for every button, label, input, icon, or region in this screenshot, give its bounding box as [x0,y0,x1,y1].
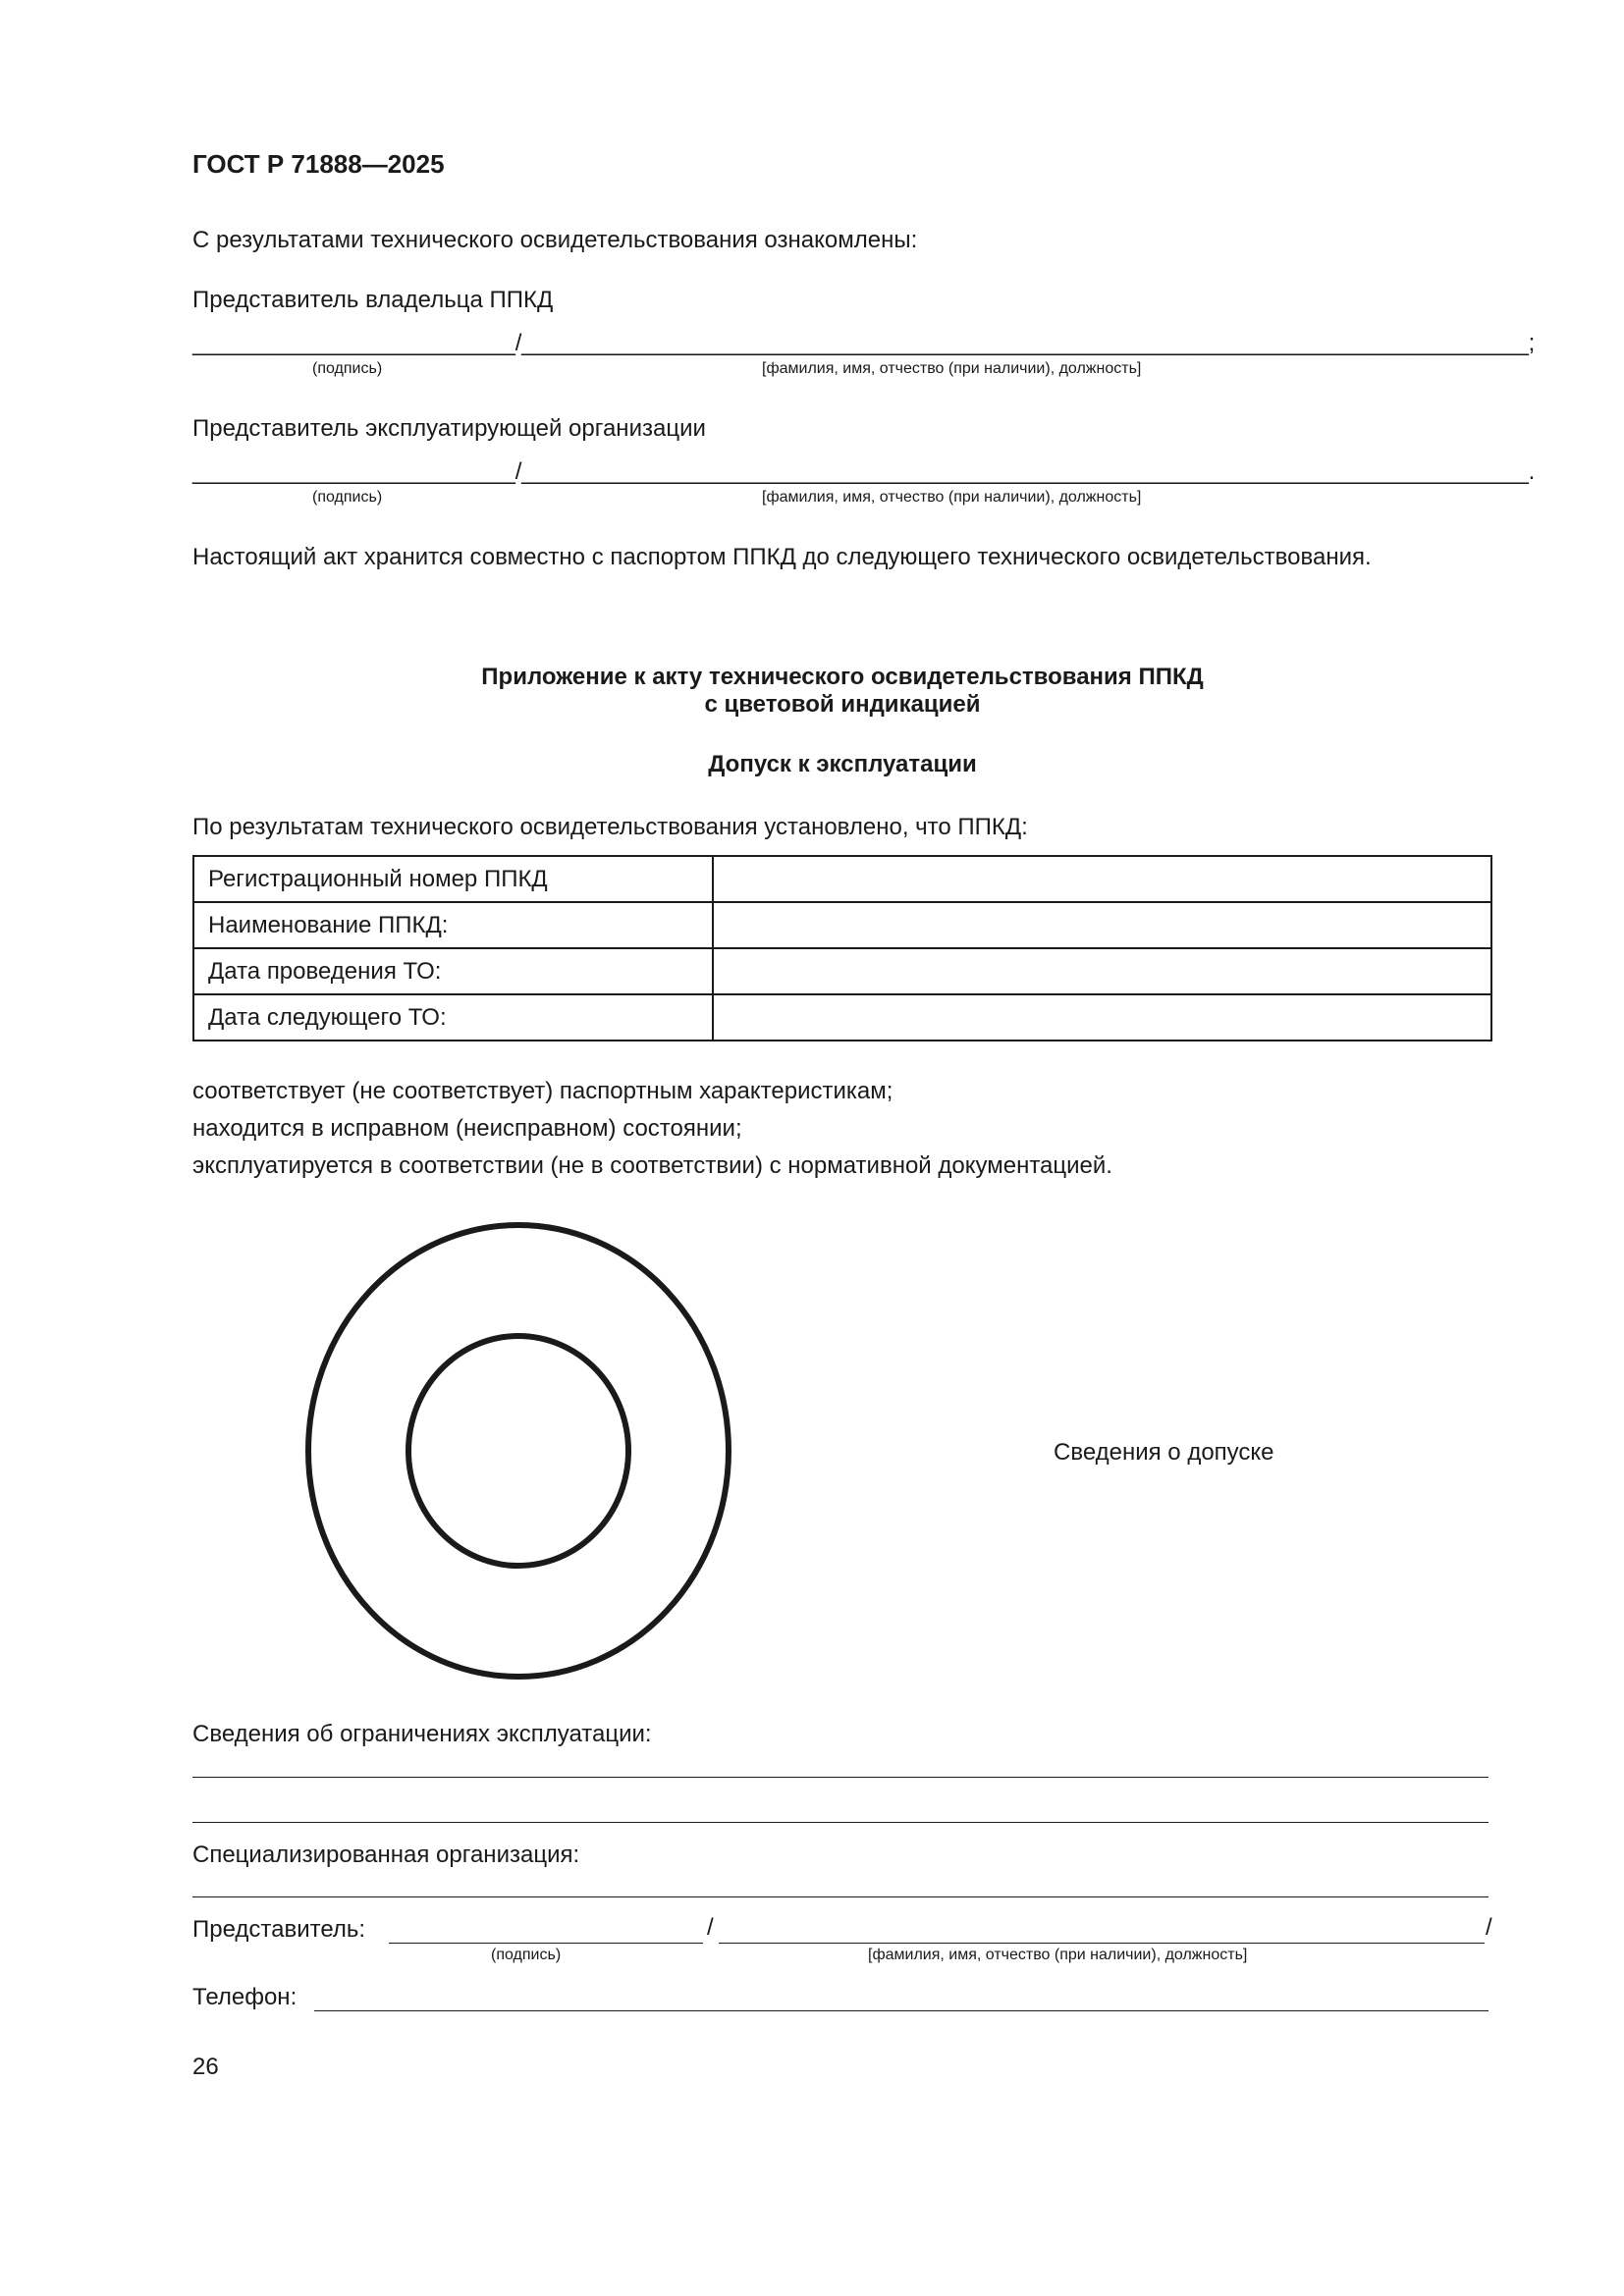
table-row-label: Дата следующего ТО: [193,994,713,1041]
admission-info-label: Сведения о допуске [1054,1439,1274,1466]
appendix-title-line2: с цветовой индикацией [704,691,981,718]
table-row-value[interactable] [713,948,1491,994]
table-row-value[interactable] [713,902,1491,948]
intro-text: С результатами технического освидетельствования ознакомлены: [192,227,918,253]
document-code: ГОСТ Р 71888—2025 [192,149,445,179]
table-row [193,856,1491,902]
table-row-label: Наименование ППКД: [193,902,713,948]
restrictions-label: Сведения об ограничениях эксплуатации: [192,1721,652,1747]
table-row [193,948,1491,994]
owner-rep-sign-line[interactable]: _________________________/______________________________________________________________________________; [192,330,1536,356]
appendix-title-line1: Приложение к акту технического освидетельствования ППКД [481,664,1204,690]
owner-rep-caption-name: [фамилия, имя, отчество (при наличии), должность] [762,360,1142,377]
table-row-value[interactable] [713,994,1491,1041]
status-line-condition: находится в исправном (неисправном) состоянии; [192,1115,742,1142]
owner-rep-caption-sign: (подпись) [312,360,383,377]
rep-caption-sign: (подпись) [491,1947,562,1963]
operator-rep-sign-line[interactable]: _________________________/______________________________________________________________________________. [192,458,1536,485]
rep-label: Представитель: [192,1916,366,1943]
owner-rep-label: Представитель владельца ППКД [192,287,554,313]
table-row-label: Регистрационный номер ППКД [193,856,713,902]
appendix-subtitle: Допуск к эксплуатации [708,751,977,777]
phone-label: Телефон: [192,1984,298,2010]
org-label: Специализированная организация: [192,1842,580,1868]
rep-name-line[interactable] [719,1943,1485,1944]
storage-note: Настоящий акт хранится совместно с паспортом ППКД до следующего технического освидетельствования. [192,544,1372,570]
status-line-operation: эксплуатируется в соответствии (не в соответствии) с нормативной документацией. [192,1152,1112,1179]
rep-sign-line[interactable] [389,1943,703,1944]
rep-end-slash: / [1486,1914,1492,1941]
status-line-conformity: соответствует (не соответствует) паспортным характеристикам; [192,1078,893,1104]
inner-ring [408,1336,628,1566]
operator-rep-caption-name: [фамилия, имя, отчество (при наличии), должность] [762,489,1142,506]
rep-separator-slash: / [707,1914,714,1941]
rep-caption-name: [фамилия, имя, отчество (при наличии), должность] [868,1947,1248,1963]
table-row [193,994,1491,1041]
phone-line[interactable] [314,2010,1489,2011]
outer-ring [308,1225,729,1677]
org-line[interactable] [192,1896,1489,1897]
appendix-lead: По результатам технического освидетельствования установлено, что ППКД: [192,814,1028,840]
table-row [193,902,1491,948]
page-number: 26 [192,2054,219,2080]
operator-rep-caption-sign: (подпись) [312,489,383,506]
admission-table [192,855,1492,1041]
color-indication-rings [295,1213,746,1694]
table-row-value[interactable] [713,856,1491,902]
restrictions-line-2[interactable] [192,1822,1489,1823]
operator-rep-label: Представитель эксплуатирующей организации [192,415,706,442]
table-row-label: Дата проведения ТО: [193,948,713,994]
restrictions-line-1[interactable] [192,1777,1489,1778]
